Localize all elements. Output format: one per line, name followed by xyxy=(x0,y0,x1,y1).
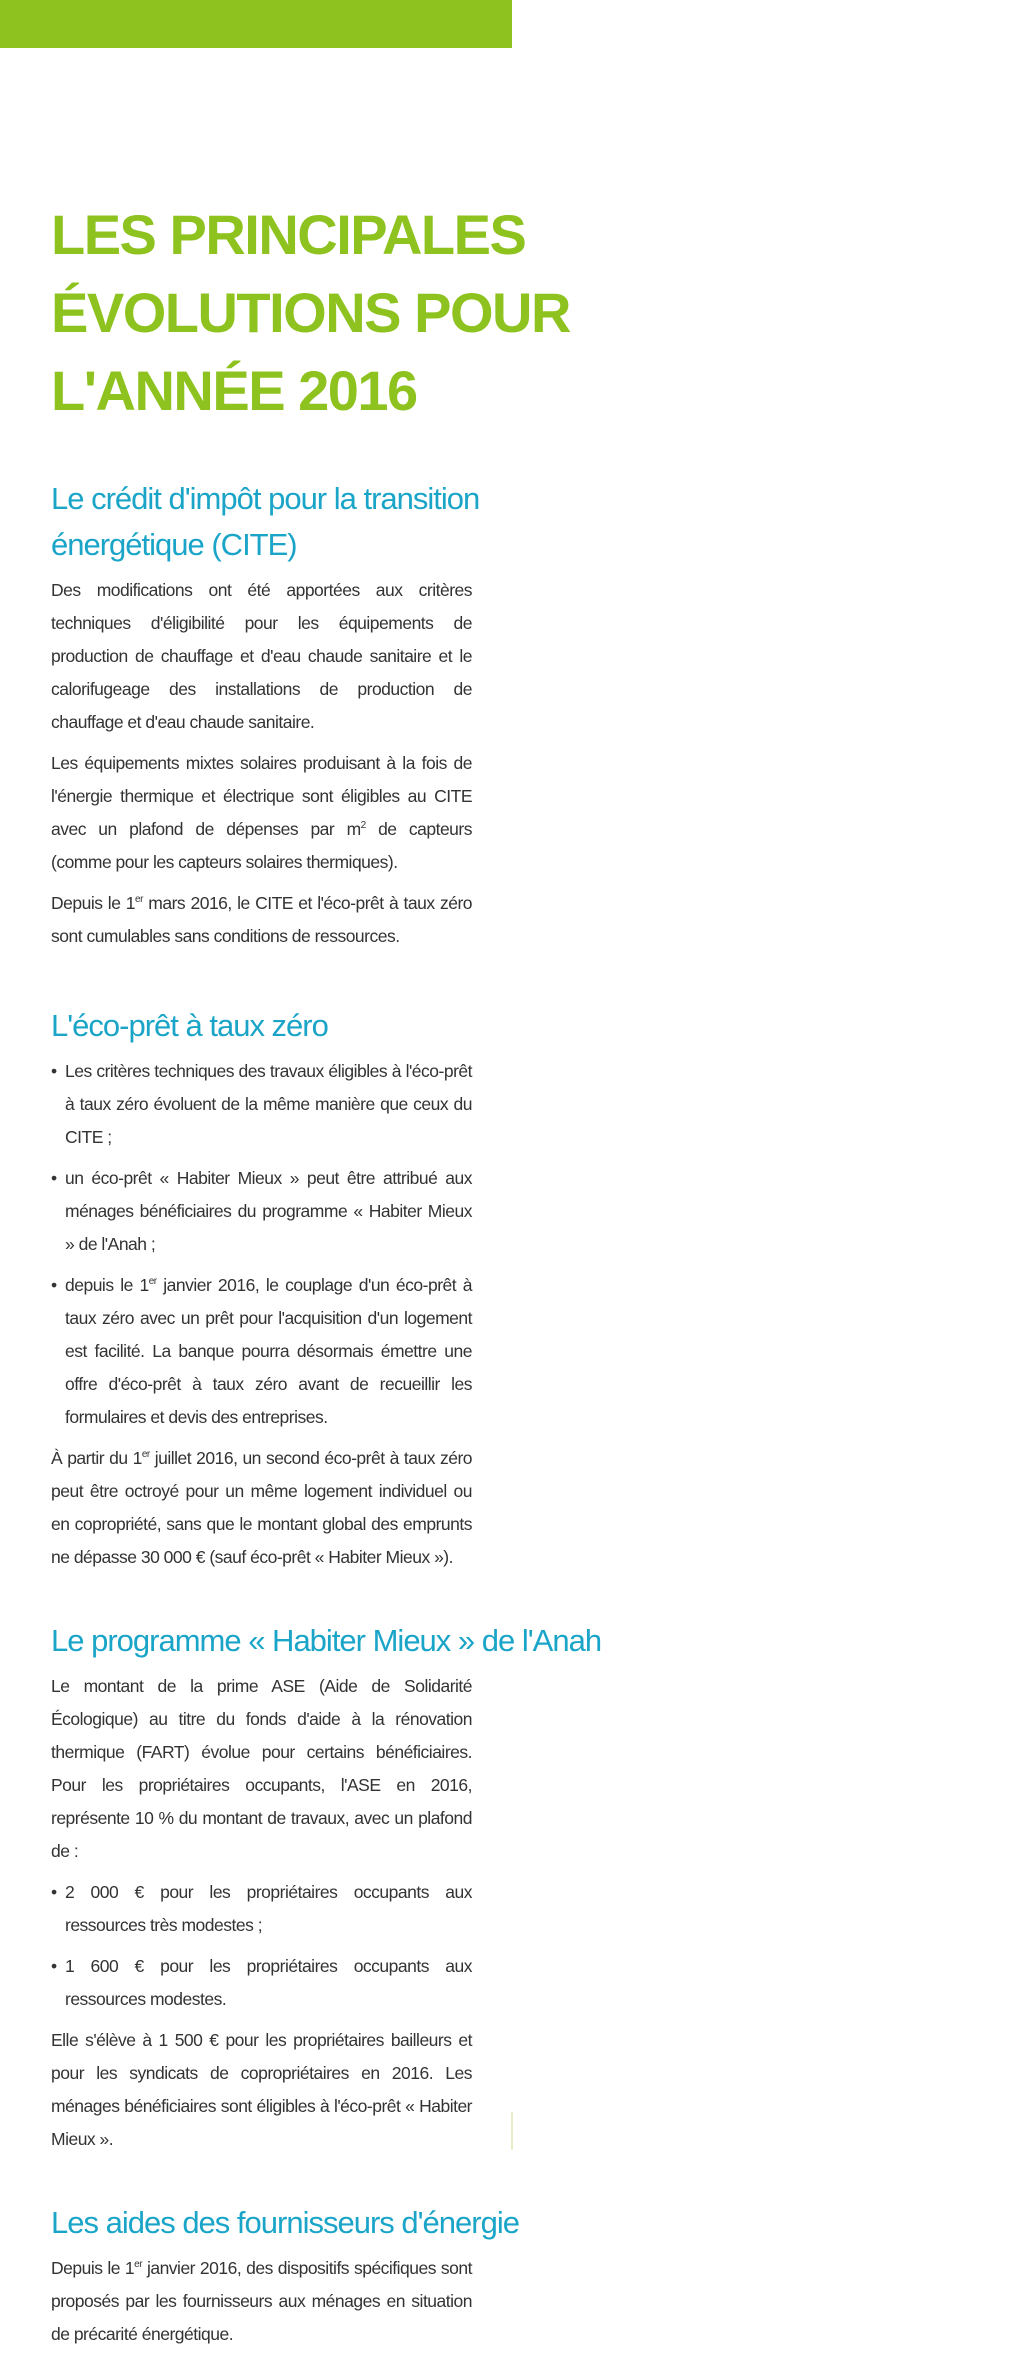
section-habiter-mieux xyxy=(51,1618,602,2156)
habiter-mieux-bullet-2: • 1 600 € pour les propriétaires occupants aux ressources modestes. xyxy=(51,1950,472,2016)
habiter-mieux-paragraph-2: Elle s'élève à 1 500 € pour les propriétaires bailleurs et pour les syndicats de copropriétaires en 2016. Les ménages bénéficiaires sont éligibles à l'éco-prêt « Habiter Mieux ». xyxy=(51,2030,472,2149)
section-fournisseurs xyxy=(51,2200,519,2351)
cite-heading-line-1: Le crédit d'impôt pour la transition xyxy=(51,481,480,516)
fournisseurs-paragraph-text-a: Depuis le 1 xyxy=(51,2258,135,2278)
eco-pret-heading-text: L'éco-prêt à taux zéro xyxy=(51,1008,328,1043)
page-title-line-2: ÉVOLUTIONS POUR xyxy=(51,281,570,344)
cite-paragraph-2-sup: 2 xyxy=(360,820,366,832)
top-accent-bar xyxy=(0,0,512,48)
habiter-mieux-heading-text: Le programme « Habiter Mieux » de l'Anah xyxy=(51,1623,602,1658)
habiter-mieux-paragraph-1: Le montant de la prime ASE (Aide de Solidarité Écologique) au titre du fonds d'aide à la rénovation thermique (FART) évolue pour certains bénéficiaires. Pour les propriétaires occupants, l'ASE en 2016, représente 10 % du montant de travaux, avec un plafond de : xyxy=(51,1676,472,1861)
habiter-mieux-list xyxy=(51,1876,472,2016)
page-title-line-3: L'ANNÉE 2016 xyxy=(51,359,417,422)
fournisseurs-paragraph xyxy=(51,2252,472,2351)
cite-paragraph-1: Des modifications ont été apportées aux critères techniques d'éligibilité pour les équipements de production de chauffage et d'eau chaude sanitaire et le calorifugeage des installations de production de chauffage et d'eau chaude sanitaire. xyxy=(51,580,472,732)
eco-pret-bullet-3-text-b: janvier 2016, le couplage d'un éco-prêt à taux zéro avec un prêt pour l'acquisition d'un logement est facilité. La banque pourra désormais émettre une offre d'éco-prêt à taux zéro avant de recueillir les formulaires et devis des entreprises. xyxy=(65,1275,472,1427)
cite-paragraph-3 xyxy=(51,887,472,953)
cite-paragraph-3-text-a: Depuis le 1 xyxy=(51,893,136,913)
eco-pret-bullet-2: • un éco-prêt « Habiter Mieux » peut être attribué aux ménages bénéficiaires du programme « Habiter Mieux » de l'Anah ; xyxy=(51,1162,472,1261)
eco-pret-paragraph-text-a: À partir du 1 xyxy=(51,1448,142,1468)
section-cite xyxy=(51,476,480,953)
content-column xyxy=(51,196,602,2359)
fournisseurs-paragraph-sup: er xyxy=(134,2259,143,2271)
eco-pret-bullet-3 xyxy=(51,1269,472,1434)
page-title-line-1: LES PRINCIPALES xyxy=(51,203,526,266)
cite-paragraph-2 xyxy=(51,747,472,879)
cite-paragraph-3-text-b: mars 2016, le CITE et l'éco-prêt à taux zéro sont cumulables sans conditions de ressources. xyxy=(51,893,473,946)
fournisseurs-paragraph-text-b: janvier 2016, des dispositifs spécifiques sont proposés par les fournisseurs aux ménages en situation de précarité énergétique. xyxy=(51,2258,472,2344)
eco-pret-bullet-3-text-a: depuis le 1 xyxy=(65,1275,149,1295)
fournisseurs-heading-text: Les aides des fournisseurs d'énergie xyxy=(51,2205,519,2240)
eco-pret-paragraph xyxy=(51,1442,472,1574)
section-eco-pret xyxy=(51,1003,472,1574)
eco-pret-paragraph-sup: er xyxy=(141,1449,150,1461)
cite-paragraph-3-sup: er xyxy=(135,894,143,906)
page-title xyxy=(51,196,570,430)
eco-pret-heading xyxy=(51,1003,472,1049)
cite-paragraph-2-text-b: de capteurs (comme pour les capteurs solaires thermiques). xyxy=(51,819,472,872)
habiter-mieux-heading xyxy=(51,1618,602,1664)
eco-pret-bullet-1: • Les critères techniques des travaux éligibles à l'éco-prêt à taux zéro évoluent de la même manière que ceux du CITE ; xyxy=(51,1055,472,1154)
eco-pret-bullet-3-sup: er xyxy=(148,1276,157,1288)
cite-heading xyxy=(51,476,480,568)
cite-paragraph-2-text-a: Les équipements mixtes solaires produisant à la fois de l'énergie thermique et électrique sont éligibles au CITE avec un plafond de dépenses par m xyxy=(51,753,472,839)
eco-pret-paragraph-text-b: juillet 2016, un second éco-prêt à taux zéro peut être octroyé pour un même logement individuel ou en copropriété, sans que le montant global des emprunts ne dépasse 30 000 € (sauf éco-prêt « Habiter Mieux »). xyxy=(51,1448,473,1567)
habiter-mieux-bullet-1: • 2 000 € pour les propriétaires occupants aux ressources très modestes ; xyxy=(51,1876,472,1942)
cite-heading-line-2: énergétique (CITE) xyxy=(51,527,297,562)
column-divider xyxy=(511,2112,513,2150)
fournisseurs-heading xyxy=(51,2200,519,2246)
eco-pret-list xyxy=(51,1055,472,1434)
